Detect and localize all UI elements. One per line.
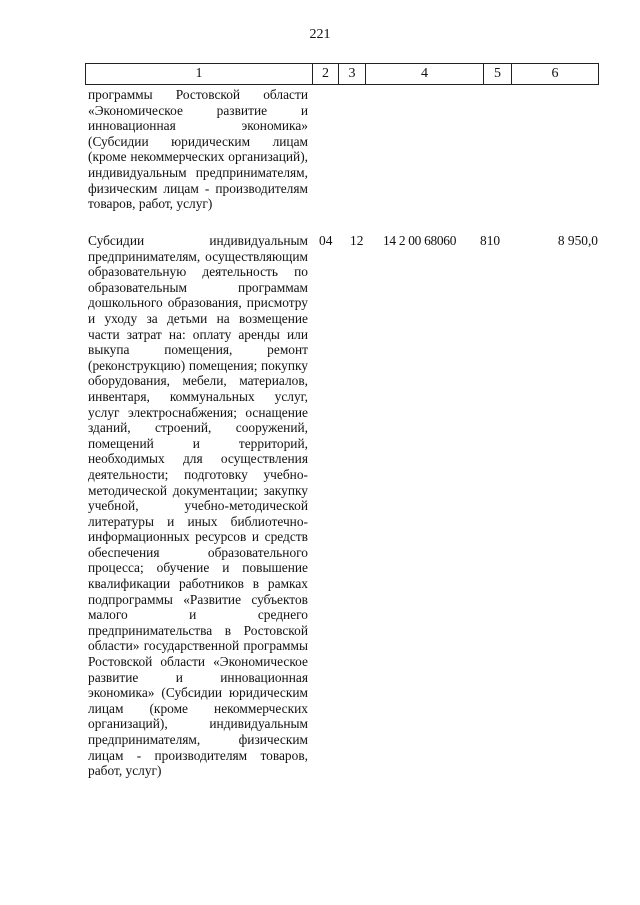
header-col-2: 2 <box>313 64 339 84</box>
table-header-row <box>85 63 599 85</box>
header-col-5: 5 <box>484 64 512 84</box>
row-2-name: Субсидии индивидуальным предпринимателям, осуществляющим образовательную деятельность по образовательным программам дошкольного образования, присмотру и уходу за детьми на возмещение части затрат на: оплату аренды или выкупа помещения, ремонт (реконструкцию) помещения; покупку оборудования, мебели, материалов, инвентаря, коммунальных услуг, услуг электроснабжения; оснащение зданий, строений, сооружений, помещений и территорий, необходимых для осуществления деятельности; подготовку учебно-методической документации; закупку учебной, учебно-методической литературы и иных библиотечно-информационных ресурсов и средств обеспечения образовательного процесса; обучение и повышение квалификации работников в рамках подпрограммы «Развитие субъектов малого и среднего предпринимательства в Ростовской области» государственной программы Ростовской области «Экономическое развитие и инновационная экономика» (Субсидии юридическим лицам (кроме некоммерческих организаций), индивидуальным предпринимателям, физическим лицам - производителям товаров, работ, услуг) <box>88 233 308 779</box>
row-2-expense-type: 810 <box>480 233 501 248</box>
header-col-4: 4 <box>366 64 484 84</box>
header-col-1: 1 <box>86 64 313 84</box>
row-1-name: программы Ростовской области «Экономическое развитие и инновационная экономика» (Субсидии юридическим лицам (кроме некоммерческих организаций), индивидуальным предпринимателям, физическим лицам - производителям товаров, работ, услуг) <box>88 87 308 212</box>
row-2-subsection: 12 <box>350 233 364 248</box>
header-col-3: 3 <box>339 64 366 84</box>
page-number: 221 <box>309 27 331 42</box>
row-2-section: 04 <box>319 233 333 248</box>
row-2-target-article: 14 2 00 68060 <box>383 233 457 248</box>
header-col-6: 6 <box>551 66 559 81</box>
row-2-amount: 8 950,0 <box>557 233 598 248</box>
